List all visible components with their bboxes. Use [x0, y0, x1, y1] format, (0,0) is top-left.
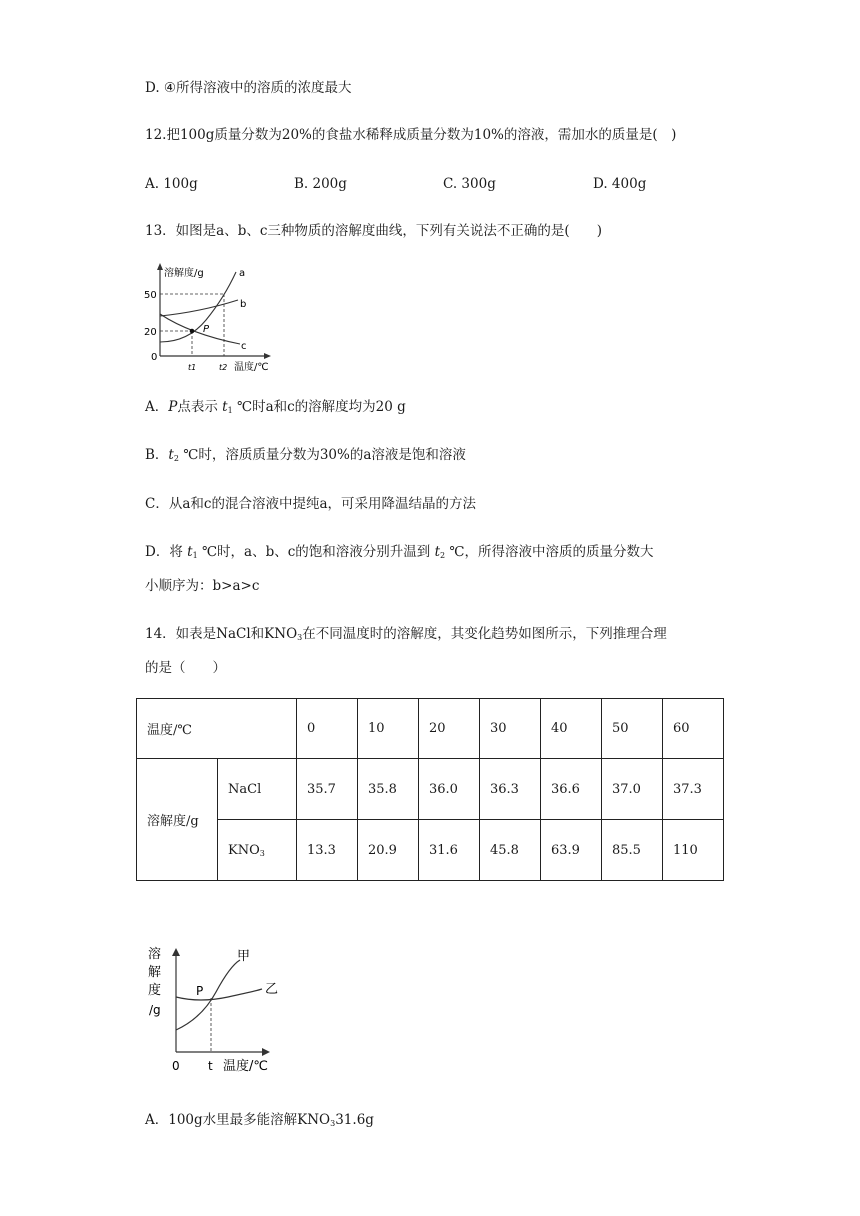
- curve-c: [160, 314, 240, 344]
- table-cell: 36.6: [541, 759, 602, 820]
- table-cell: 63.9: [541, 820, 602, 881]
- fig14-origin: 0: [172, 1059, 180, 1073]
- curve-a: [160, 272, 236, 342]
- solubility-curve-figure-jia-yi: [140, 938, 285, 1080]
- table-cell: 20.9: [358, 820, 419, 881]
- table-cell: 36.3: [480, 759, 541, 820]
- table-row-kno3: [137, 820, 724, 881]
- table-cell: 45.8: [480, 820, 541, 881]
- fig14-ylabel-2: 解: [148, 965, 162, 980]
- fig13-label-b: b: [240, 299, 247, 310]
- q12-option-b: B. 200g: [294, 176, 347, 192]
- table-cell: 0: [297, 699, 358, 759]
- q12-stem: 12.把100g质量分数为20%的食盐水稀释成质量分数为10%的溶液，需加水的质量是( ): [145, 127, 677, 143]
- q14-stem-line2: 的是（ ）: [145, 660, 226, 676]
- curve-yi: [176, 989, 262, 1000]
- table-label-nacl: NaCl: [218, 759, 297, 820]
- table-cell: 20: [419, 699, 480, 759]
- table-cell: 35.7: [297, 759, 358, 820]
- fig13-xtick-t2: t2: [219, 363, 228, 372]
- q14-stem: 14．如表是NaCl和$KNO_3$在不同温度时的溶解度，其变化趋势如图所示，下列推理合理: [145, 626, 667, 642]
- table-cell: 10: [358, 699, 419, 759]
- table-cell: 85.5: [602, 820, 663, 881]
- table-row-temperature: [137, 699, 724, 759]
- fig13-ytick-50: 50: [144, 290, 157, 301]
- table-cell: 37.3: [663, 759, 724, 820]
- table-cell: 40: [541, 699, 602, 759]
- q13-option-d-line2: 小顺序为：b>a>c: [145, 578, 260, 594]
- solubility-curve-figure-abc: [140, 258, 290, 378]
- curve-jia: [176, 960, 240, 1030]
- fig13-label-p: P: [203, 324, 210, 335]
- table-cell: 31.6: [419, 820, 480, 881]
- table-cell: 36.0: [419, 759, 480, 820]
- solubility-table: [136, 698, 724, 881]
- q13-stem: 13．如图是a、b、c三种物质的溶解度曲线，下列有关说法不正确的是( ): [145, 223, 602, 239]
- fig14-label-jia: 甲: [237, 949, 251, 964]
- table-header-temperature: 温度/℃: [137, 699, 297, 759]
- fig14-label-p: P: [196, 984, 204, 998]
- point-p: [190, 329, 195, 334]
- fig13-ytick-0: 0: [151, 352, 158, 363]
- table-label-kno3: $KNO_3$: [218, 820, 297, 881]
- q12-option-c: C. 300g: [443, 176, 496, 192]
- fig14-xtick-t: t: [208, 1059, 213, 1073]
- fig13-label-c: c: [241, 341, 247, 352]
- table-cell: 37.0: [602, 759, 663, 820]
- q13-option-a: A．P点表示 $t_1$ ℃时a和c的溶解度均为20 g: [145, 399, 406, 415]
- q13-option-b: B．$t_2$ ℃时，溶质质量分数为30%的a溶液是饱和溶液: [145, 447, 466, 463]
- table-cell: 50: [602, 699, 663, 759]
- q14-option-a: A．100g水里最多能溶解$KNO_331.6g$: [145, 1112, 374, 1128]
- fig13-xlabel: 温度/℃: [234, 362, 269, 373]
- q13-option-d: D．将 $t_1$ ℃时，a、b、c的饱和溶液分别升温到 $t_2$ ℃，所得溶液中溶质的质量分数大: [145, 544, 654, 560]
- fig14-label-yi: 乙: [265, 982, 279, 997]
- curve-b: [160, 300, 238, 316]
- fig13-xtick-t1: t1: [188, 363, 197, 372]
- fig13-label-a: a: [239, 268, 246, 279]
- table-cell: 110: [663, 820, 724, 881]
- table-row-nacl: [137, 759, 724, 820]
- fig14-xlabel: 温度/℃: [223, 1059, 268, 1074]
- fig14-ylabel-4: /g: [149, 1003, 161, 1017]
- q13-option-c: C．从a和c的混合溶液中提纯a，可采用降温结晶的方法: [145, 496, 476, 512]
- q12-option-a: A. 100g: [145, 176, 198, 192]
- fig14-ylabel-1: 溶: [148, 947, 162, 962]
- q11-option-d: D. ④所得溶液中的溶质的浓度最大: [145, 80, 352, 96]
- table-header-solubility: 溶解度/g: [137, 759, 218, 881]
- table-cell: 30: [480, 699, 541, 759]
- table-cell: 13.3: [297, 820, 358, 881]
- table-cell: 60: [663, 699, 724, 759]
- fig13-ylabel: 溶解度/g: [164, 268, 204, 279]
- table-cell: 35.8: [358, 759, 419, 820]
- fig14-ylabel-3: 度: [148, 983, 162, 998]
- fig13-ytick-20: 20: [144, 327, 157, 338]
- q12-option-d: D. 400g: [593, 176, 647, 192]
